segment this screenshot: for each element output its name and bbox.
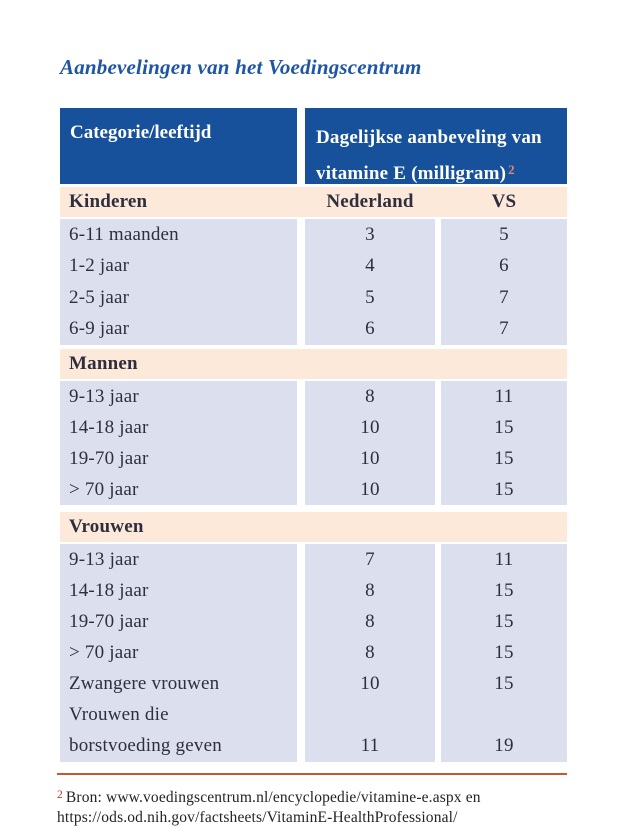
section-vrouwen-rows: [60, 544, 567, 762]
row-vs-value: 5: [441, 219, 567, 251]
row-nederland-value: 11: [305, 731, 435, 762]
row-vs-value: 15: [441, 443, 567, 474]
column-gap: [297, 412, 305, 443]
section-label-vrouwen: Vrouwen: [69, 516, 144, 537]
row-vs-value: 15: [441, 412, 567, 443]
column-gap: [297, 669, 305, 700]
table-row: [60, 544, 567, 575]
column-gap: [297, 637, 305, 668]
column-gap: [297, 443, 305, 474]
table-row: [60, 251, 567, 283]
row-category: Vrouwen die: [60, 700, 297, 731]
table-row: [60, 575, 567, 606]
row-category: 19-70 jaar: [60, 606, 297, 637]
footnote-source-line2: https://ods.od.nih.gov/factsheets/VitaminE-HealthProfessional/: [57, 809, 458, 826]
row-category: 6-9 jaar: [60, 314, 297, 346]
table-row: [60, 381, 567, 412]
footnote-marker: 2: [57, 789, 63, 801]
row-nederland-value: 10: [305, 412, 435, 443]
col-header-vs: VS: [491, 191, 517, 212]
column-gap: [297, 219, 305, 251]
column-gap: [297, 731, 305, 762]
header-category-cell: Categorie/leeftijd: [60, 108, 297, 184]
row-nederland-value: 10: [305, 443, 435, 474]
footnote-source-line1: Bron: www.voedingscentrum.nl/encyclopedie/vitamine-e.aspx en: [65, 789, 481, 806]
row-vs-value: 7: [441, 282, 567, 314]
row-category: 1-2 jaar: [60, 251, 297, 283]
row-vs-value: 15: [441, 606, 567, 637]
column-gap: [297, 314, 305, 346]
table-row: [60, 700, 567, 731]
row-nederland-value: 10: [305, 669, 435, 700]
column-gap: [297, 381, 305, 412]
row-category: borstvoeding geven: [60, 731, 297, 762]
row-nederland-value: 6: [305, 314, 435, 346]
footnote: [57, 785, 597, 828]
row-category: 14-18 jaar: [60, 575, 297, 606]
row-nederland-value: 5: [305, 282, 435, 314]
row-category: 9-13 jaar: [60, 381, 297, 412]
row-nederland-value: 8: [305, 606, 435, 637]
table-row: [60, 412, 567, 443]
column-gap: [297, 544, 305, 575]
header-recommendation-cell: [305, 108, 567, 184]
table-row: [60, 731, 567, 762]
header-recommendation-line1: Dagelijkse aanbeveling van: [316, 127, 542, 148]
table-row: [60, 474, 567, 505]
header-recommendation-line2: [316, 154, 567, 190]
page-title: Aanbevelingen van het Voedingscentrum: [60, 55, 422, 79]
row-vs-value: 6: [441, 251, 567, 283]
row-category: 19-70 jaar: [60, 443, 297, 474]
row-vs-value: 11: [441, 381, 567, 412]
row-category: > 70 jaar: [60, 474, 297, 505]
footnote-divider-rule: [57, 773, 567, 775]
header-footnote-marker: 2: [508, 162, 515, 177]
column-gap: [297, 282, 305, 314]
table-row: [60, 443, 567, 474]
row-vs-value: 15: [441, 669, 567, 700]
section-header-mannen: [60, 349, 567, 379]
section-mannen-rows: [60, 381, 567, 505]
column-gap: [297, 575, 305, 606]
row-vs-value: [441, 700, 567, 731]
row-category: 9-13 jaar: [60, 544, 297, 575]
section-kinderen-rows: [60, 219, 567, 345]
table-row: [60, 314, 567, 346]
section-header-kinderen: [60, 187, 567, 217]
column-gap: [297, 606, 305, 637]
col-header-nederland: Nederland: [326, 191, 414, 212]
table-row: [60, 282, 567, 314]
table-header-row: [60, 108, 567, 184]
row-category: > 70 jaar: [60, 637, 297, 668]
table-row: [60, 637, 567, 668]
row-vs-value: 19: [441, 731, 567, 762]
row-nederland-value: 8: [305, 637, 435, 668]
section-label-mannen: Mannen: [69, 353, 138, 374]
row-nederland-value: [305, 700, 435, 731]
row-nederland-value: 3: [305, 219, 435, 251]
row-category: Zwangere vrouwen: [60, 669, 297, 700]
vitamin-e-table: [60, 108, 567, 762]
header-recommendation-line2-text: vitamine E (milligram): [316, 163, 507, 184]
row-nederland-value: 4: [305, 251, 435, 283]
row-nederland-value: 7: [305, 544, 435, 575]
table-row: [60, 606, 567, 637]
row-category: 14-18 jaar: [60, 412, 297, 443]
section-label-kinderen: Kinderen: [69, 191, 148, 212]
column-gap: [297, 700, 305, 731]
row-vs-value: 15: [441, 575, 567, 606]
section-header-vrouwen: [60, 512, 567, 542]
row-vs-value: 15: [441, 474, 567, 505]
row-vs-value: 7: [441, 314, 567, 346]
table-row: [60, 669, 567, 700]
table-row: [60, 219, 567, 251]
row-vs-value: 11: [441, 544, 567, 575]
column-gap: [297, 251, 305, 283]
row-vs-value: 15: [441, 637, 567, 668]
row-nederland-value: 8: [305, 575, 435, 606]
row-nederland-value: 10: [305, 474, 435, 505]
column-gap: [297, 108, 305, 184]
column-gap: [297, 474, 305, 505]
row-category: 2-5 jaar: [60, 282, 297, 314]
row-category: 6-11 maanden: [60, 219, 297, 251]
row-nederland-value: 8: [305, 381, 435, 412]
